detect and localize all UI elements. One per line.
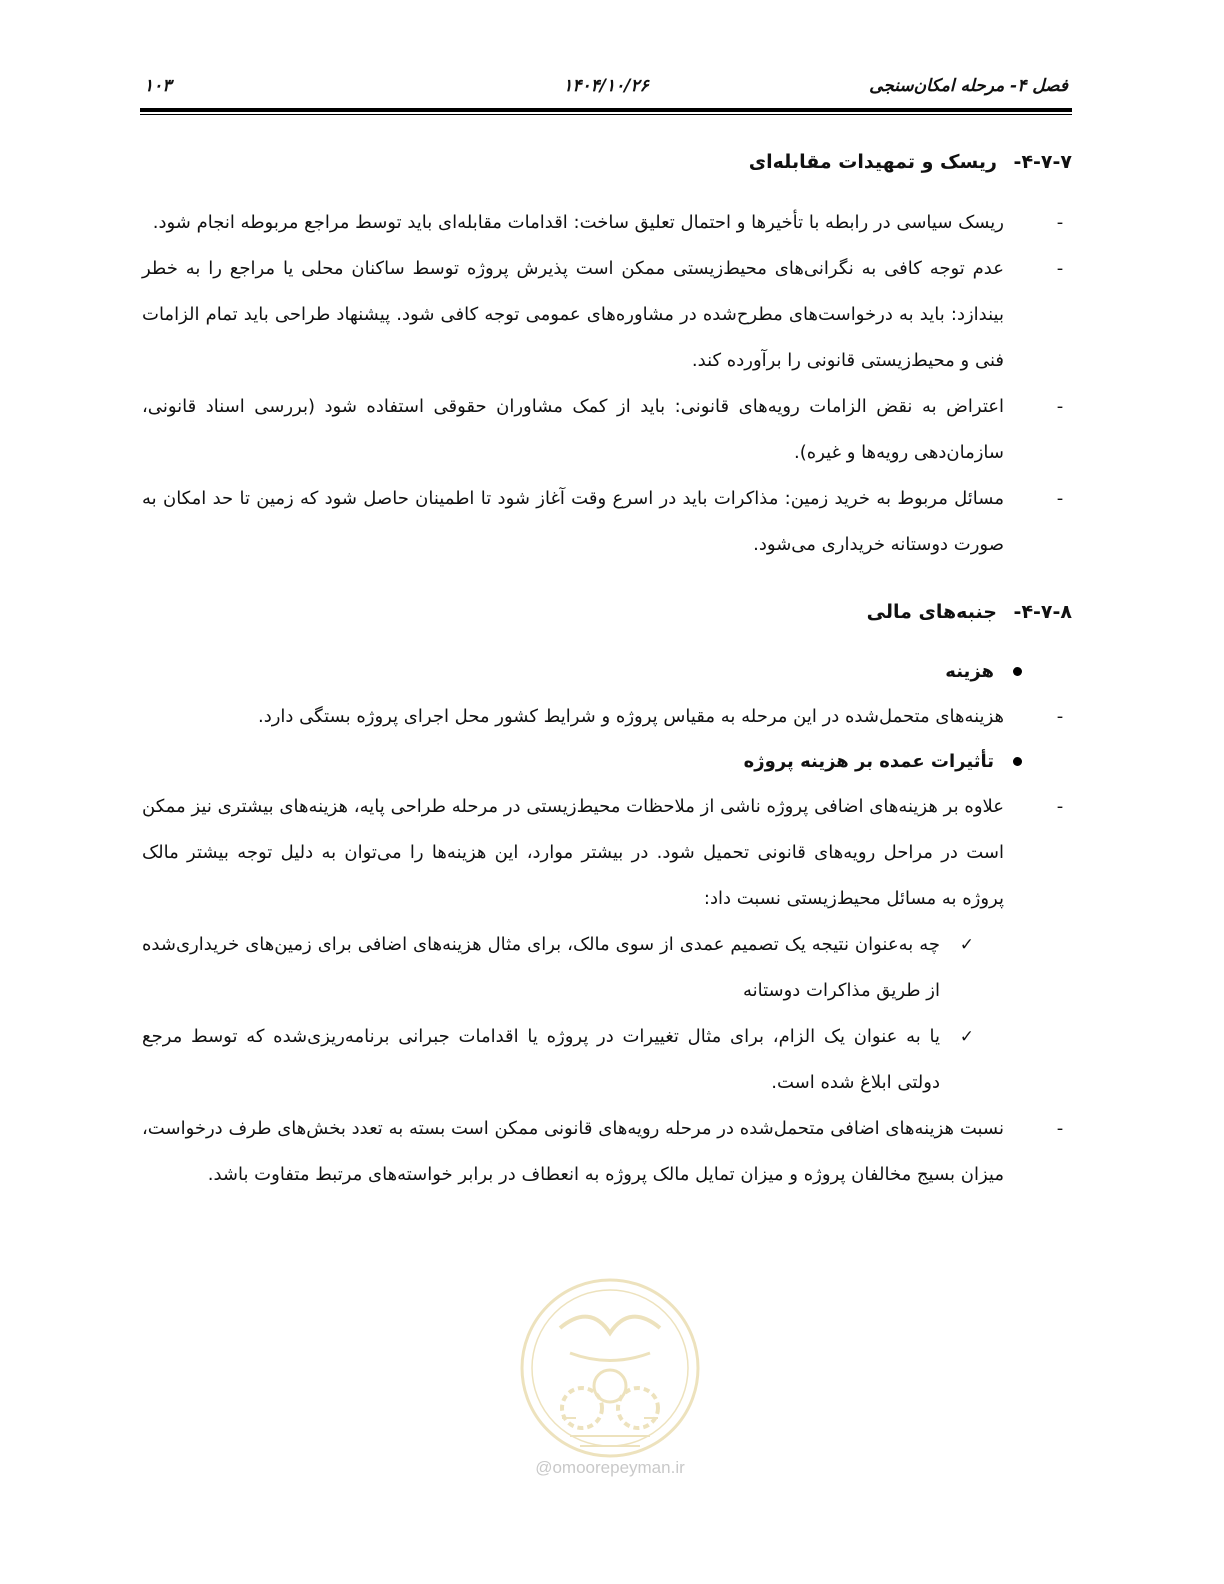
check-text: چه به‌عنوان نتیجه یک تصمیم عمدی از سوی مالک، برای مثال هزینه‌های اضافی برای زمین‌های خریداری‌شده از طریق مذاکرات دوستانه — [142, 934, 940, 1001]
checkmark-icon: ✓ — [959, 935, 974, 955]
item-text: علاوه بر هزینه‌های اضافی پروژه ناشی از ملاحظات محیط‌زیستی در مرحله طراحی پایه، هزینه‌های بیشتری نیز ممکن است در مراحل رویه‌های قانونی تحمیل شود. در بیشتر موارد، این هزینه‌ها را می‌توان به دلیل توجه بیشتر مالک پروژه به مسائل محیط‌زیستی نسبت داد: — [142, 796, 1004, 909]
section-heading-financial — [142, 592, 1072, 632]
list-item — [142, 200, 1072, 246]
dash-marker: - — [1056, 212, 1064, 233]
list-item — [142, 246, 1072, 384]
page-number: ۱۰۳ — [144, 76, 172, 96]
item-text: اعتراض به نقض الزامات رویه‌های قانونی: باید از کمک مشاوران حقوقی استفاده شود (بررسی اسناد قانونی، سازمان‌دهی رویه‌ها و غیره). — [142, 396, 1004, 463]
check-item — [142, 922, 1072, 1014]
header-rule-thin — [140, 114, 1072, 115]
dash-marker: - — [1056, 1118, 1064, 1139]
list-item — [142, 1106, 1072, 1198]
list-item — [142, 694, 1072, 740]
dash-marker: - — [1056, 706, 1064, 727]
section-heading-risk — [142, 142, 1072, 182]
dash-marker: - — [1056, 488, 1064, 509]
watermark-logo-icon — [500, 1268, 720, 1518]
bullet-text: هزینه — [945, 661, 994, 682]
list-item — [142, 476, 1072, 568]
bullet-heading-cost — [142, 650, 1072, 694]
item-text: هزینه‌های متحمل‌شده در این مرحله به مقیاس پروژه و شرایط کشور محل اجرای پروژه بستگی دارد. — [258, 706, 1004, 727]
list-item — [142, 384, 1072, 476]
list-item — [142, 784, 1072, 922]
watermark-website: @omoorepeyman.ir — [535, 1458, 685, 1477]
section-title: ریسک و تمهیدات مقابله‌ای — [748, 151, 997, 173]
check-text: یا به عنوان یک الزام، برای مثال تغییرات در پروژه یا اقدامات جبرانی برنامه‌ریزی‌شده که توسط مرجع دولتی ابلاغ شده است. — [142, 1026, 940, 1093]
section-number: ۴-۷-۸- — [1013, 601, 1072, 623]
item-text: عدم توجه کافی به نگرانی‌های محیط‌زیستی ممکن است پذیرش پروژه توسط ساکنان محلی یا مراجع را به خطر بیندازد: باید به درخواست‌های مطرح‌شده در مشاوره‌های عمومی توجه کافی شود. پیشنهاد طراحی باید تمام الزامات فنی و محیط‌زیستی قانونی را برآورده کند. — [142, 258, 1004, 371]
item-text: ریسک سیاسی در رابطه با تأخیرها و احتمال تعلیق ساخت: اقدامات مقابله‌ای باید توسط مراجع مربوطه انجام شود. — [152, 212, 1004, 233]
dash-marker: - — [1056, 258, 1064, 279]
bullet-dot-icon — [1013, 757, 1022, 766]
dash-marker: - — [1056, 796, 1064, 817]
bullet-heading-impacts — [142, 740, 1072, 784]
section-title: جنبه‌های مالی — [866, 601, 997, 623]
chapter-title: فصل ۴- مرحله امکان‌سنجی — [869, 76, 1068, 96]
check-item — [142, 1014, 1072, 1106]
page-header — [144, 76, 1068, 102]
header-rule-thick — [140, 108, 1072, 112]
bullet-dot-icon — [1013, 667, 1022, 676]
header-date: ۱۴۰۴/۱۰/۲۶ — [563, 76, 649, 96]
dash-marker: - — [1056, 396, 1064, 417]
bullet-text: تأثیرات عمده بر هزینه پروژه — [743, 751, 994, 772]
page-content — [142, 142, 1072, 1198]
item-text: نسبت هزینه‌های اضافی متحمل‌شده در مرحله رویه‌های قانونی ممکن است بسته به تعدد بخش‌های طرف درخواست، میزان بسیج مخالفان پروژه و میزان تمایل مالک پروژه به انعطاف در برابر خواسته‌های مرتبط متفاوت باشد. — [142, 1118, 1004, 1185]
checkmark-icon: ✓ — [959, 1027, 974, 1047]
section-number: ۴-۷-۷- — [1013, 151, 1072, 173]
item-text: مسائل مربوط به خرید زمین: مذاکرات باید در اسرع وقت آغاز شود تا اطمینان حاصل شود که زمین تا حد امکان به صورت دوستانه خریداری می‌شود. — [142, 488, 1004, 555]
